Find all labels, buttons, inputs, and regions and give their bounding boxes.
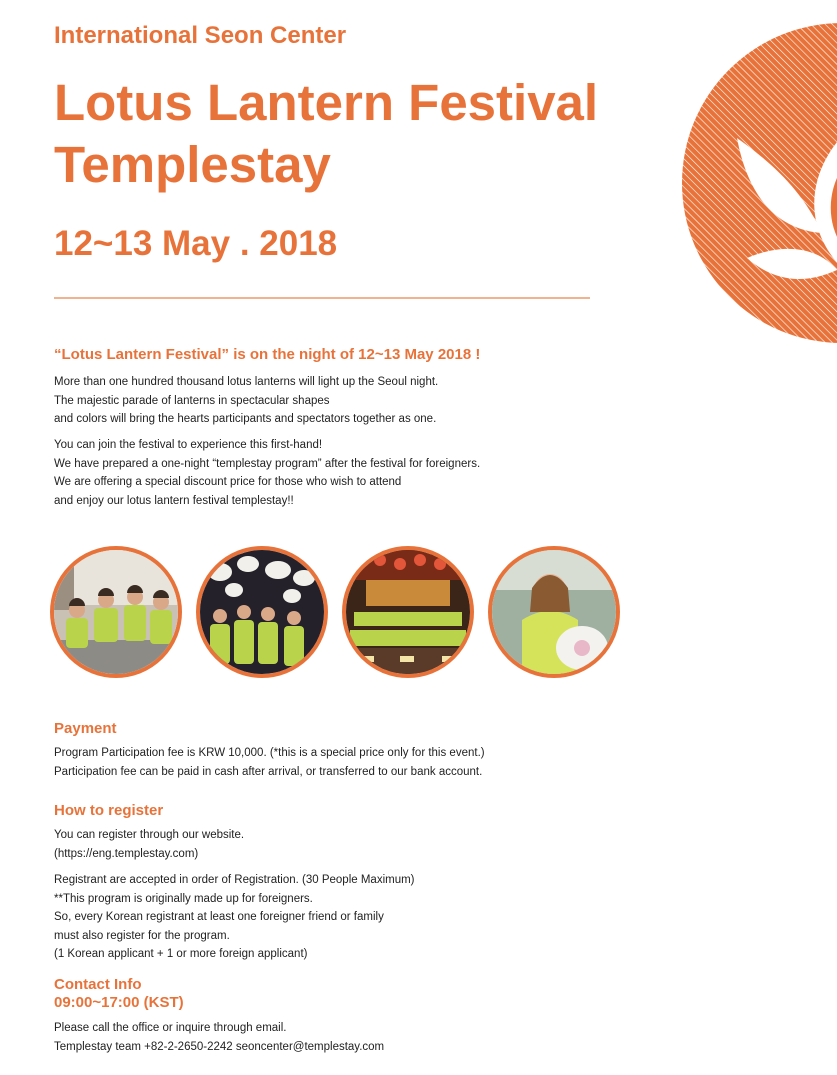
title-line-1: Lotus Lantern Festival (54, 74, 599, 131)
photo-lantern-parade (196, 546, 328, 678)
contact-line: Templestay team +82-2-2650-2242 seoncenter@templestay.com (54, 1040, 385, 1053)
photo-group-temple (342, 546, 474, 678)
intro-line: We are offering a special discount price for those who wish to attend (54, 476, 402, 488)
intro-line: The majestic parade of lanterns in spectacular shapes (54, 394, 330, 407)
festival-headline: “Lotus Lantern Festival” is on the night of 12~13 May 2018 ! (54, 346, 481, 363)
intro-line: and enjoy our lotus lantern festival templestay!! (54, 494, 294, 507)
intro-line: More than one hundred thousand lotus lanterns will light up the Seoul night. (54, 376, 439, 388)
register-line: must also register for the program. (54, 929, 230, 942)
contact-line: Please call the office or inquire through email. (54, 1022, 287, 1034)
payment-line: Program Participation fee is KRW 10,000. (*this is a special price only for this event.) (54, 747, 485, 759)
payment-heading: Payment (54, 720, 117, 737)
payment-details (54, 744, 485, 781)
event-dates: 12~13 May . 2018 (54, 224, 338, 263)
lotus-flower-icon (677, 18, 837, 348)
intro-line: We have prepared a one-night “templestay program” after the festival for foreigners. (54, 457, 481, 470)
register-line: You can register through our website. (54, 829, 245, 841)
register-website-link[interactable]: (https://eng.templestay.com) (54, 847, 199, 860)
register-heading: How to register (54, 802, 164, 819)
photo-lantern-making (488, 546, 620, 678)
intro-line: You can join the festival to experience this first-hand! (54, 439, 323, 451)
intro-paragraph-1 (54, 373, 438, 429)
register-line: **This program is originally made up for foreigners. (54, 892, 313, 905)
organization-name: International Seon Center (54, 22, 347, 49)
intro-line: and colors will bring the hearts participants and spectators together as one. (54, 413, 437, 425)
title-line-2: Templestay (54, 136, 331, 193)
register-line: So, every Korean registrant at least one foreigner friend or family (54, 911, 384, 923)
photo-participants-seated (50, 546, 182, 678)
payment-line: Participation fee can be paid in cash after arrival, or transferred to our bank account. (54, 765, 483, 778)
divider (54, 297, 590, 299)
register-paragraph-2 (54, 871, 415, 964)
contact-details (54, 1019, 384, 1056)
contact-hours: 09:00~17:00 (KST) (54, 994, 184, 1011)
register-line: Registrant are accepted in order of Registration. (30 People Maximum) (54, 874, 415, 886)
register-line: (1 Korean applicant + 1 or more foreign applicant) (54, 948, 308, 960)
page-title (54, 72, 598, 196)
register-paragraph-1 (54, 826, 244, 863)
contact-heading: Contact Info (54, 976, 142, 993)
intro-paragraph-2 (54, 436, 480, 510)
